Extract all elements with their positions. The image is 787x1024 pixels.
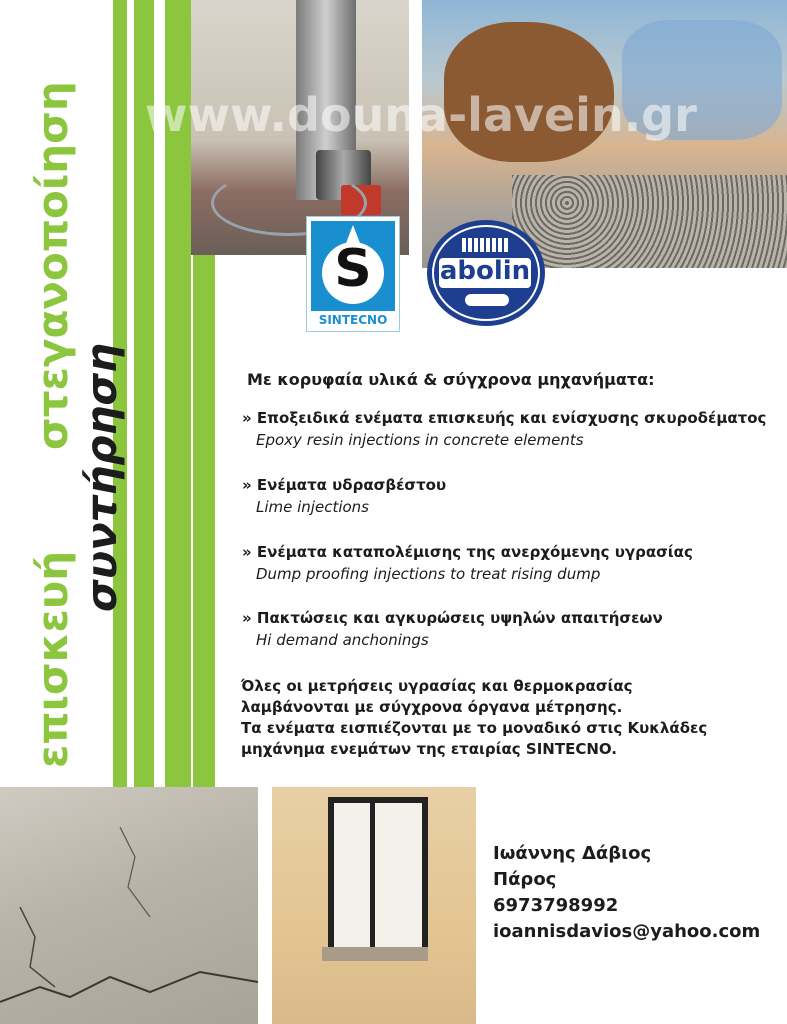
contact-phone[interactable]: 6973798992 [493, 895, 619, 916]
service-4-title: » Πακτώσεις και αγκυρώσεις υψηλών απαιτήσεων [242, 609, 663, 627]
service-1-title: » Εποξειδικά ενέματα επισκευής και ενίσχυσης σκυροδέματος [242, 409, 767, 427]
watermark: www.douna-lavein.gr [145, 88, 697, 142]
intro-heading: Με κορυφαία υλικά & σύγχρονα μηχανήματα: [247, 370, 655, 389]
abolin-brush-icon [462, 238, 510, 252]
service-2-title: » Ενέματα υδρασβέστου [242, 476, 447, 494]
paragraph-line-4: μηχάνημα ενεμάτων της εταιρίας SINTECNO. [241, 740, 618, 758]
crack-lines [0, 787, 258, 1024]
sintecno-letter: S [334, 239, 372, 299]
service-4-subtitle: Hi demand anchonings [256, 631, 429, 649]
title-syntirisi: συντήρηση [77, 343, 126, 612]
paragraph-line-3: Τα ενέματα εισπιέζονται με το μοναδικό στις Κυκλάδες [241, 719, 708, 737]
window-frame [328, 797, 428, 959]
service-3-subtitle: Dump proofing injections to treat rising dump [256, 565, 601, 583]
paragraph-line-1: Όλες οι μετρήσεις υγρασίας και θερμοκρασίας [241, 677, 633, 695]
abolin-label: abolin [439, 256, 531, 286]
sintecno-logo [306, 216, 400, 332]
photo-cracked-wall [0, 787, 258, 1024]
terrazzo-floor [512, 175, 787, 268]
sintecno-label: SINTECNO [318, 313, 388, 327]
paragraph-line-2: λαμβάνονται με σύγχρονα όργανα μέτρησης. [241, 698, 623, 716]
service-1-subtitle: Epoxy resin injections in concrete elements [256, 431, 584, 449]
photo-window [272, 787, 476, 1024]
title-episkevi: επισκευή [28, 550, 77, 768]
contact-name: Ιωάννης Δάβιος [493, 843, 652, 864]
window-sill [322, 947, 428, 961]
abolin-tools-icon [465, 294, 509, 306]
title-steganopoiisi: στεγανοποίηση [28, 81, 77, 450]
service-3-title: » Ενέματα καταπολέμισης της ανερχόμενης υγρασίας [242, 543, 693, 561]
window-mullion [370, 797, 375, 957]
service-2-subtitle: Lime injections [256, 498, 369, 516]
contact-email[interactable]: ioannisdavios@yahoo.com [493, 921, 761, 942]
contact-location: Πάρος [493, 869, 557, 890]
abolin-logo [427, 220, 545, 326]
